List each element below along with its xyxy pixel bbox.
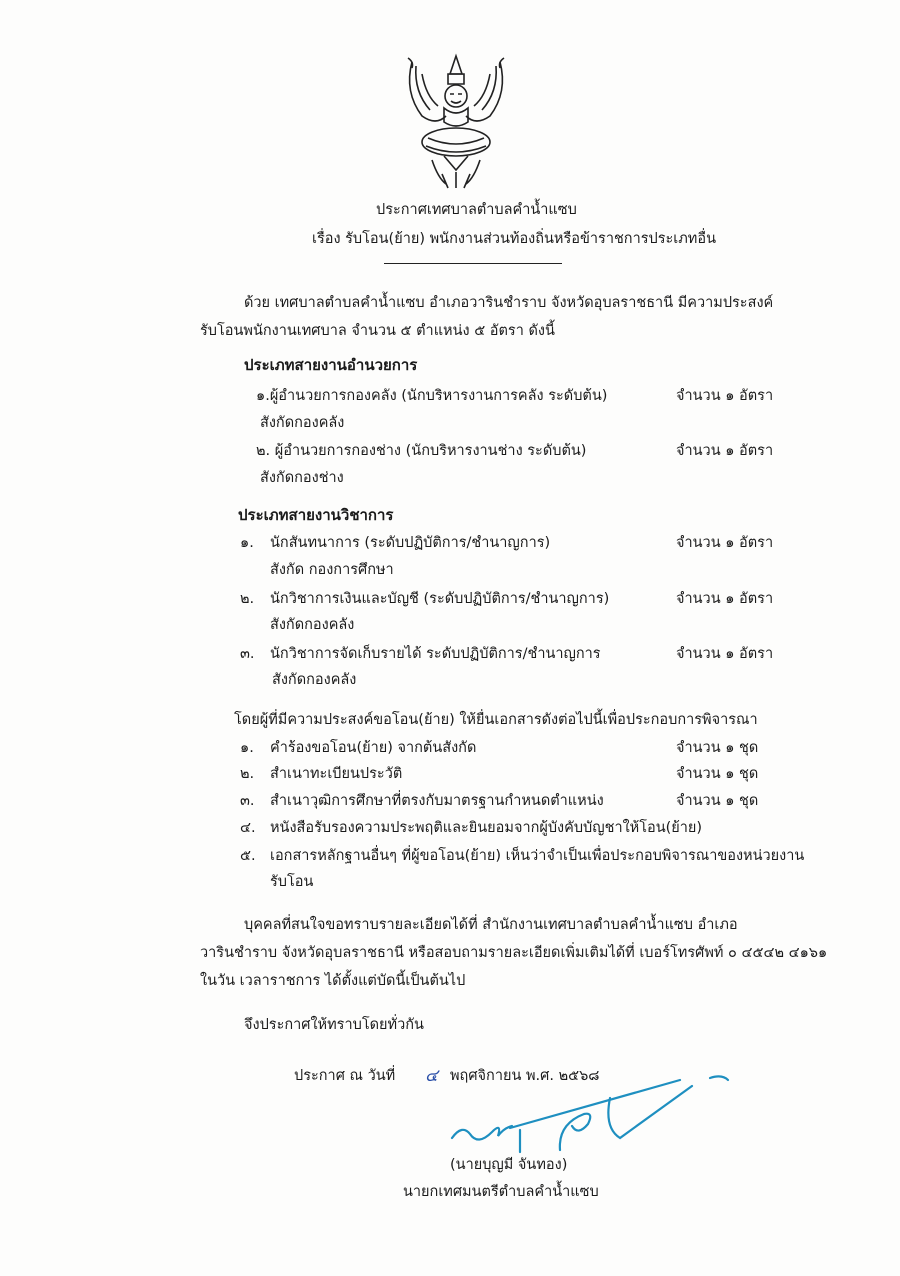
- doc-item-4-num: ๔.: [240, 820, 256, 836]
- academic-item-3-qty: จำนวน ๑ อัตรา: [676, 646, 774, 662]
- doc-item-2-num: ๒.: [240, 766, 255, 782]
- doc-item-1-num: ๑.: [240, 740, 254, 756]
- date-month-year: พฤศจิกายน พ.ศ. ๒๕๖๘: [450, 1068, 600, 1084]
- announcement-title: ประกาศเทศบาลตำบลคำน้ำแซบ: [376, 202, 577, 218]
- doc-item-1-text: คำร้องขอโอน(ย้าย) จากต้นสังกัด: [270, 740, 477, 756]
- doc-item-5-text: เอกสารหลักฐานอื่นๆ ที่ผู้ขอโอน(ย้าย) เห็นว่าจำเป็นเพื่อประกอบพิจารณาของหน่วยงาน: [270, 848, 805, 864]
- signatory-position: นายกเทศมนตรีตำบลคำน้ำแซบ: [403, 1184, 599, 1200]
- section-admin-heading: ประเภทสายงานอำนวยการ: [244, 356, 418, 374]
- admin-item-1-unit: สังกัดกองคลัง: [260, 415, 345, 431]
- garuda-emblem-icon: [398, 52, 514, 192]
- signatory-name: (นายบุญมี จันทอง): [450, 1157, 568, 1173]
- intro-line-2: รับโอนพนักงานเทศบาล จำนวน ๕ ตำแหน่ง ๕ อัตรา ดังนี้: [200, 323, 555, 339]
- section-academic-heading: ประเภทสายงานวิชาการ: [238, 506, 394, 524]
- signature-icon: [440, 1068, 740, 1163]
- doc-item-5-num: ๕.: [240, 848, 256, 864]
- announcement-subject: เรื่อง รับโอน(ย้าย) พนักงานส่วนท้องถิ่นหรือข้าราชการประเภทอื่น: [312, 231, 716, 247]
- intro-line-1: ด้วย เทศบาลตำบลคำน้ำแซบ อำเภอวารินชำราบ จังหวัดอุบลราชธานี มีความประสงค์: [244, 295, 774, 311]
- doc-item-5-cont: รับโอน: [270, 874, 314, 890]
- academic-item-3-unit: สังกัดกองคลัง: [272, 672, 357, 688]
- admin-item-2-title: ๒. ผู้อำนวยการกองช่าง (นักบริหารงานช่าง ระดับต้น): [256, 443, 587, 459]
- admin-item-1-title: ๑.ผู้อำนวยการกองคลัง (นักบริหารงานการคลัง ระดับต้น): [256, 388, 608, 404]
- title-underline: [384, 263, 562, 264]
- academic-item-2-title: นักวิชาการเงินและบัญชี (ระดับปฏิบัติการ/ชำนาญการ): [270, 591, 610, 607]
- date-prefix: ประกาศ ณ วันที่: [294, 1068, 396, 1084]
- admin-item-2-qty: จำนวน ๑ อัตรา: [676, 443, 774, 459]
- academic-item-3-num: ๓.: [240, 646, 255, 662]
- doc-item-3-num: ๓.: [240, 793, 255, 809]
- contact-line-3: ในวัน เวลาราชการ ได้ตั้งแต่บัดนี้เป็นต้นไป: [200, 973, 466, 989]
- doc-item-3-text: สำเนาวุฒิการศึกษาที่ตรงกับมาตรฐานกำหนดตำแหน่ง: [270, 793, 604, 809]
- documents-intro: โดยผู้ที่มีความประสงค์ขอโอน(ย้าย) ให้ยื่นเอกสารดังต่อไปนี้เพื่อประกอบการพิจารณา: [234, 712, 758, 728]
- admin-item-1-qty: จำนวน ๑ อัตรา: [676, 388, 774, 404]
- admin-item-2-unit: สังกัดกองช่าง: [260, 470, 344, 486]
- doc-item-2-text: สำเนาทะเบียนประวัติ: [270, 766, 403, 782]
- closing-text: จึงประกาศให้ทราบโดยทั่วกัน: [244, 1017, 424, 1033]
- contact-line-2: วารินชำราบ จังหวัดอุบลราชธานี หรือสอบถามรายละเอียดเพิ่มเติมได้ที่ เบอร์โทรศัพท์ ๐ ๔๕๔๒ ๔๑๖๑: [200, 945, 828, 961]
- academic-item-1-qty: จำนวน ๑ อัตรา: [676, 535, 774, 551]
- academic-item-1-title: นักสันทนาการ (ระดับปฏิบัติการ/ชำนาญการ): [270, 535, 551, 551]
- contact-line-1: บุคคลที่สนใจขอทราบรายละเอียดได้ที่ สำนักงานเทศบาลตำบลคำน้ำแซบ อำเภอ: [244, 917, 738, 933]
- academic-item-1-num: ๑.: [240, 535, 254, 551]
- academic-item-3-title: นักวิชาการจัดเก็บรายได้ ระดับปฏิบัติการ/ชำนาญการ: [270, 646, 601, 662]
- doc-item-2-qty: จำนวน ๑ ชุด: [676, 766, 759, 782]
- academic-item-1-unit: สังกัด กองการศึกษา: [270, 562, 394, 578]
- doc-item-3-qty: จำนวน ๑ ชุด: [676, 793, 759, 809]
- doc-item-1-qty: จำนวน ๑ ชุด: [676, 740, 759, 756]
- academic-item-2-qty: จำนวน ๑ อัตรา: [676, 591, 774, 607]
- date-day-handwritten: ๔: [425, 1066, 438, 1086]
- academic-item-2-num: ๒.: [240, 591, 255, 607]
- academic-item-2-unit: สังกัดกองคลัง: [270, 617, 355, 633]
- doc-item-4-text: หนังสือรับรองความประพฤติและยินยอมจากผู้บังคับบัญชาให้โอน(ย้าย): [270, 820, 703, 836]
